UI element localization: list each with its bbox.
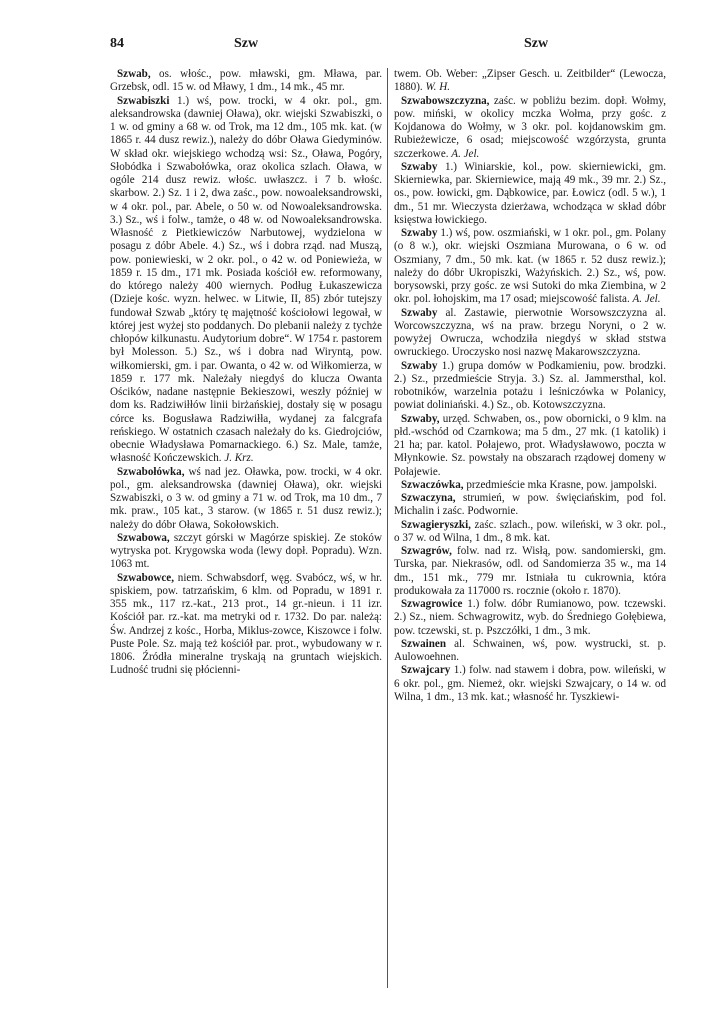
entry [394, 413, 666, 479]
headword: Szwabowszczyzna, [401, 94, 490, 107]
entry [394, 95, 666, 161]
headword: Szwaby [401, 160, 438, 173]
entry-text: 1.) wś, pow. trocki, w 4 okr. pol., gm. aleksandrowska (dawniej Oława), okr. wiejski Szwabiszki, o 1 w. od gminy a 68 w. od Trok, ma 12 dm., 105 mk. kat. (w 1865 r. 44 dusz rewiz.), należy do dóbr Oława Giedyminów. W skład okr. wiejskiego wchodzą wsi: Sz., Oława, Pogóry, Słobódka i Szwabołówka, oraz okolica szlach. Oława, w ogóle 214 dusz rewiz. włośc. uwłaszcz. i 7 b. włośc. skarbow. 2.) Sz. 1 i 2, dwa zaśc., pow. nowoaleksandrowski, w 4 okr. pol., par. Abele, o 50 w. od Nowoaleksandrowska. 3.) Sz., wś i folw., tamże, o 48 w. od Nowoaleksandrowska. Własność z Pietkiewiczów Narbutowej, wydzielona w posagu z dóbr Abele. 4.) Sz., wś i dobra rząd. nad Muszą, pow. poniewieski, w 2 okr. pol., o 42 w. od Poniewieża, w 1859 r. 15 dm., 171 mk. Posiada kościół ew. reformowany, do którego należy 400 wiernych. Podług Łukaszewicza (Dzieje kośc. wyzn. helwec. w Litwie, II, 85) zbór tutejszy fundował Szwab „który tę majętność kościołowi legował, w której jest wyżej sto poddanych. Do plebanii należy z tychże chłopów kilkunastu. Audytorium dobre“. W 1754 r. pastorem był Molesson. 5.) Sz., wś i dobra nad Wiryntą, pow. wiłkomierski, gm. i par. Owanta, o 42 w. od Wiłkomierza, w 1859 r. 177 mk. Należały niegdyś do klucza Owanta Ościków, nadane następnie Bekieszowi, weszły później w dom ks. Radziwiłłów linii birżańskiej, dostały się w posagu córce ks. Bogusława Radziwiłła, wydanej za falcgrafa reńskiego. W ostatnich czasach należały do ks. Giedrojciów, obecnie Władysława Pomarnackiego. 6.) Sz. Male, tamże, własność Kończewskich. [110, 94, 382, 465]
entry-text: twem. Ob. Weber: „Zipser Gesch. u. Zeitbilder“ (Lewocza, 1880). [394, 68, 666, 94]
entry [394, 545, 666, 598]
entry-text: niem. Schwabsdorf, węg. Svabócz, wś, w hr. spiskiem, pow. tatrzańskim, 6 klm. od Popradu, w 1891 r. 355 mk., 117 rz.-kat., 213 prot., 14 gr.-nieun. i 11 izr. Kościół par. rz.-kat. ma metryki od r. 1732. Do par. należą: Św. Andrzej z kośc., Horba, Miklus-zowce, Kiszowce i folw. Puste Pole. Sz. mają też kościół par. prot., wybudowany w r. 1806. Źródła mineralne tryskają na gruntach wiejskich. Ludność trudni się płócienni- [110, 571, 382, 677]
left-column [110, 68, 382, 988]
text-columns [110, 68, 670, 988]
entry-text: przedmieście mka Krasne, pow. jampolski. [466, 478, 657, 491]
entry-text: zaśc. szlach., pow. wileński, w 3 okr. pol., o 37 w. od Wilna, 1 dm., 8 mk. kat. [394, 518, 666, 544]
entry [110, 532, 382, 572]
entry-text: 1.) folw. nad stawem i dobra, pow. wileński, w 6 okr. pol., gm. Niemeż, okr. wiejski Szwajcary, o 14 w. od Wilna, 1 dm., 13 mk. kat.; własność hr. Tyszkiewi- [394, 664, 666, 703]
author-signature: A. Jel. [451, 147, 480, 160]
entry-text: 1.) folw. dóbr Rumianowo, pow. tczewski. 2.) Sz., niem. Schwagrowitz, wyb. do Średniego Gołębiewa, pow. tczewski, st. p. Pszczółki, 1 dm., 3 mk. [394, 598, 666, 637]
entry-text: 1.) grupa domów w Podkamieniu, pow. brodzki. 2.) Sz., przedmieście Stryja. 3.) Sz. al. Jammersthal, kol. robotników, warzelnia potażu i leśniczówka w Polanicy, powiat doliniański. 4.) Sz., ob. Kotowszczyzna. [394, 359, 666, 412]
entry-text: al. Schwainen, wś, pow. wystrucki, st. p. Aulowoehnen. [394, 637, 666, 663]
entry-text: 1.) wś, pow. oszmiański, w 1 okr. pol., gm. Polany (o 8 w.), okr. wiejski Oszmiana Murowana, o 6 w. od Oszmiany, 7 dm., 50 mk. kat. (w 1865 r. 52 dusz rewiz.); należy do dóbr Ukropiszki, Ważyńskich. 2.) Sz., wś, pow. borysowski, przy gośc. ze wsi Sutoki do mka Ziembina, w 2 okr. pol. łohojskim, ma 17 osad; miejscowość falista. [394, 227, 666, 306]
entry [394, 598, 666, 638]
entry [394, 360, 666, 413]
entry [110, 95, 382, 466]
entry-text: folw. nad rz. Wisłą, pow. sandomierski, gm. Turska, par. Niekrasów, odl. od Sandomierza 35 w., ma 14 dm., 151 mk., 779 mr. Istniała tu cukrownia, która produkowała za 117000 rs. rocznie (około r. 1870). [394, 545, 666, 597]
headword: Szwaby, [401, 412, 440, 425]
headword: Szwabowce, [117, 571, 175, 584]
headword: Szwaczyna, [401, 492, 456, 504]
left-running-head: Szw [234, 36, 259, 51]
page-header [110, 30, 670, 58]
entry [110, 466, 382, 532]
entry-text: wś nad jez. Oławka, pow. trocki, w 4 okr. pol., gm. aleksandrowska (dawniej Oława), okr. wiejski Szwabiszki, o 3 w. od gminy a 71 w. od Trok, ma 10 dm., 7 mk. praw., 105 kat., 3 starow. (w 1865 r. 51 dusz rewiz.); należy do dóbr Oława, Sokołowskich. [110, 465, 382, 531]
headword: Szwabołówka, [117, 465, 185, 478]
entry [394, 479, 666, 492]
entry [394, 307, 666, 360]
entry [394, 664, 666, 704]
headword: Szwabiszki [117, 94, 170, 107]
entry [394, 492, 666, 519]
entry-text: os. włośc., pow. mławski, gm. Mława, par. Grzebsk, odl. 15 w. od Mławy, 1 dm., 14 mk., 45 mr. [110, 68, 382, 94]
entry [394, 161, 666, 227]
entry [394, 638, 666, 665]
entry [110, 572, 382, 678]
entry-text: 1.) Winiarskie, kol., pow. skierniewicki, gm. Skierniewka, par. Skierniewice, mają 49 mk., 39 mr. 2.) Sz., os., pow. łowicki, gm. Dąbkowice, par. Łowicz (odl. 5 w.), 1 dm., 51 mr. Wieczysta dzierżawa, wchodząca w skład dóbr księstwa łowickiego. [394, 160, 666, 226]
author-signature: W. H. [425, 81, 450, 94]
entry-text: szczyt górski w Magórze spiskiej. Ze stoków wytryska pot. Krygowska woda (lewy dopł. Popradu). Wzn. 1063 mt. [110, 531, 382, 571]
headword: Szwainen [401, 637, 446, 650]
author-signature: J. Krz. [224, 452, 254, 465]
headword: Szwabowa, [117, 531, 170, 544]
headword: Szwab, [117, 68, 151, 80]
headword: Szwaczówka, [401, 478, 464, 491]
headword: Szwagrów, [401, 545, 452, 557]
right-column [394, 68, 666, 988]
entry [394, 519, 666, 546]
entry-text: strumień, w pow. święciańskim, pod fol. Michalin i zaśc. Podwornie. [394, 492, 666, 518]
dictionary-page [110, 30, 670, 990]
entry-continuation [394, 68, 666, 95]
headword: Szwaby [401, 227, 438, 239]
headword: Szwagieryszki, [401, 518, 471, 531]
right-running-head: Szw [524, 36, 549, 51]
headword: Szwaby [401, 306, 438, 319]
entry-text: urzęd. Schwaben, os., pow obornicki, o 9 klm. na płd.-wschód od Czarnkowa; ma 5 dm., 27 mk. (1 katolik) i 21 ha; par. katol. Połajewo, prot. Władysławowo, poczta w Młynkowie. Sz. powstały na obszarach rządowej domeny w Połajewie. [394, 412, 666, 478]
page-number: 84 [110, 36, 124, 51]
column-divider [387, 68, 388, 988]
headword: Szwagrowice [401, 598, 463, 610]
entry-text: al. Zastawie, pierwotnie Worsowszczyzna al. Worcowszczyzna, wś na praw. brzegu Noryni, o 2 w. powyżej Owrucza, wchodziła niegdyś w skład ststwa owruckiego. Uroczysko nosi nazwę Makarowszczyzna. [394, 306, 666, 359]
entry [110, 68, 382, 95]
headword: Szwajcary [401, 664, 451, 677]
entry [394, 227, 666, 307]
headword: Szwaby [401, 359, 438, 372]
entry-text: zaśc. w pobliżu bezim. dopł. Wołmy, pow. miński, w okolicy mczka Wołma, przy gośc. z Kojdanowa do Wołmy, w 3 okr. pol. kojdanowskim gm. Rubieżewicze, 6 osad; miejscowość wzgórzysta, grunta szczerkowe. [394, 94, 666, 160]
author-signature: A. Jel. [632, 293, 661, 306]
